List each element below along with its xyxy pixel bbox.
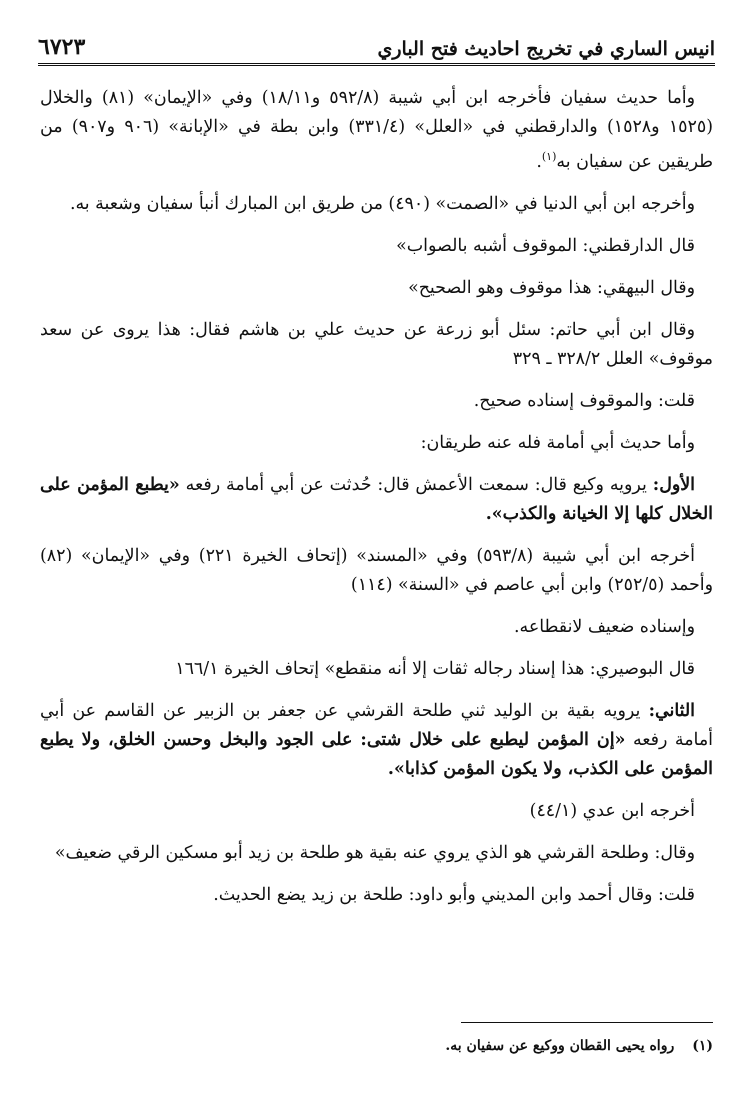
paragraph: قال الدارقطني: الموقوف أشبه بالصواب» <box>396 235 695 256</box>
paragraph: قلت: وقال أحمد وابن المديني وأبو داود: طلحة بن زيد يضع الحديث. <box>213 884 695 905</box>
paragraph: الثاني: يرويه بقية بن الوليد ثني طلحة القرشي عن جعفر بن الزبير عن القاسم عن أبي أمامة رفعه «إن المؤمن ليطبع على خلال شتى: على الجود والبخل وحسن الخلق، ولا يطبع المؤمن على الكذب، ولا يكون المؤمن كذابا». <box>40 700 713 779</box>
section-heading: وأما حديث أبي أمامة فله عنه طريقان: <box>420 432 695 453</box>
page-number: ٦٧٢٣ <box>38 34 86 60</box>
paragraph: وقال ابن أبي حاتم: سئل أبو زرعة عن حديث علي بن هاشم فقال: هذا يروى عن سعد موقوف» العلل ٣٢٨/٢ ـ ٣٢٩ <box>40 319 713 369</box>
page-body <box>40 84 713 923</box>
paragraph: أخرجه ابن عدي (٤٤/١) <box>529 800 695 821</box>
running-title: انيس الساري في تخريج احاديث فتح الباري <box>377 38 715 60</box>
paragraph: وأخرجه ابن أبي الدنيا في «الصمت» (٤٩٠) من طريق ابن المبارك أنبأ سفيان وشعبة به. <box>69 193 695 214</box>
paragraph: قلت: والموقوف إسناده صحيح. <box>473 390 695 411</box>
paragraph: وإسناده ضعيف لانقطاعه. <box>513 616 695 637</box>
item-label: الثاني: <box>648 700 695 721</box>
paragraph: وقال البيهقي: هذا موقوف وهو الصحيح» <box>408 277 695 298</box>
paragraph: وقال: وطلحة القرشي هو الذي يروي عنه بقية هو طلحة بن زيد أبو مسكين الرقي ضعيف» <box>54 842 695 863</box>
item-label: الأول: <box>652 474 695 495</box>
paragraph: وأما حديث سفيان فأخرجه ابن أبي شيبة (٥٩٢/٨ و١٨/١١) وفي «الإيمان» (٨١) والخلال (١٥٢٥ و١٥٢٨) والدارقطني في «العلل» (٣٣١/٤) وابن بطة في «الإبانة» (٩٠٦ و٩٠٧) من طريقين عن سفيان به$^{(١)}$. <box>40 88 713 172</box>
page-header <box>38 30 715 66</box>
footnote-ref: (١) <box>541 150 557 163</box>
paragraph: قال البوصيري: هذا إسناد رجاله ثقات إلا أنه منقطع» إتحاف الخيرة ١٦٦/١ <box>175 658 695 679</box>
hadith-quote: «يطبع المؤمن على الخلال كلها إلا الخيانة والكذب». <box>40 474 713 524</box>
footnote <box>40 1036 713 1056</box>
paragraph: الأول: يرويه وكيع قال: سمعت الأعمش قال: حُدثت عن أبي أمامة رفعه «يطبع المؤمن على الخلال كلها إلا الخيانة والكذب». <box>40 474 713 524</box>
hadith-quote: «إن المؤمن ليطبع على خلال شتى: على الجود والبخل وحسن الخلق، ولا يطبع المؤمن على الكذب، ولا يكون المؤمن كذابا». <box>40 729 713 779</box>
footnote-divider <box>461 1022 713 1023</box>
paragraph: أخرجه ابن أبي شيبة (٥٩٣/٨) وفي «المسند» (إتحاف الخيرة ٢٢١) وفي «الإيمان» (٨٢) وأحمد (٢٥٢/٥) وابن أبي عاصم في «السنة» (١١٤) <box>40 545 713 595</box>
footnote-number: (١) <box>692 1038 713 1054</box>
footnote-text: رواه يحيى القطان ووكيع عن سفيان به. <box>445 1038 675 1054</box>
